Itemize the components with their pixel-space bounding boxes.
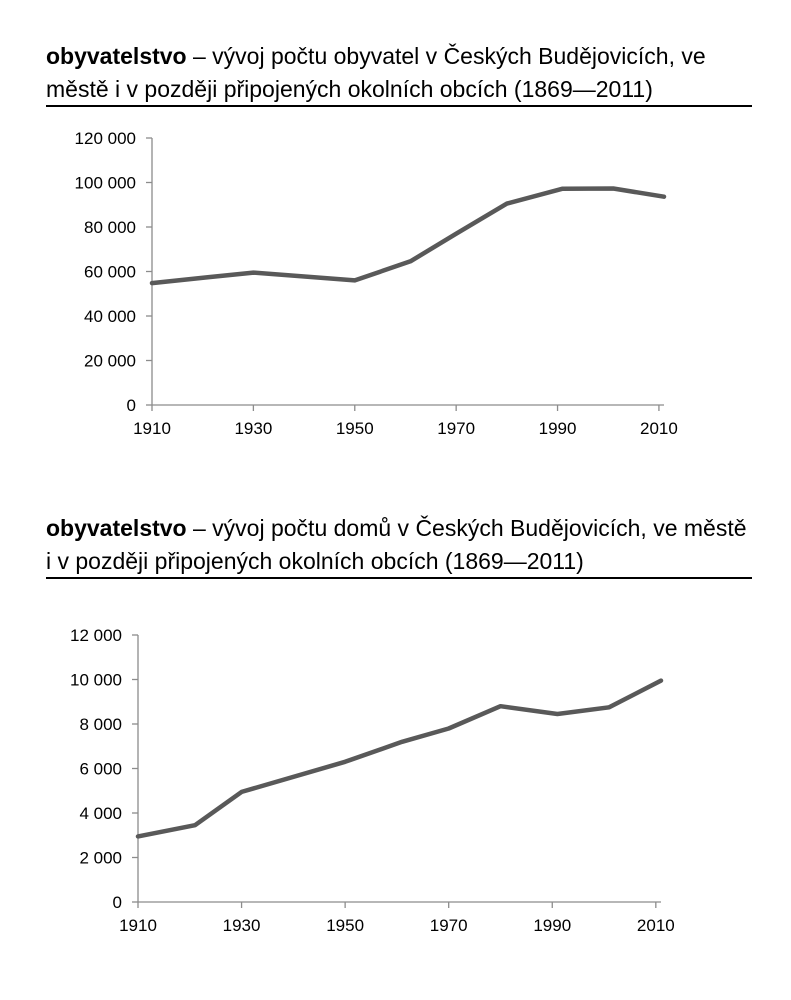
x-tick-label: 1950 [335, 419, 374, 438]
x-tick-label: 1970 [437, 419, 476, 438]
x-tick-label: 2010 [640, 419, 678, 438]
y-tick-label: 6 000 [79, 759, 122, 779]
y-tick-label: 40 000 [84, 307, 136, 326]
x-tick-label: 2010 [636, 916, 675, 935]
x-tick-label: 1990 [538, 419, 577, 438]
series-line-domy [138, 681, 661, 837]
x-tick-label: 1910 [133, 419, 171, 438]
x-tick-label: 1910 [119, 916, 157, 935]
y-tick-label: 20 000 [84, 351, 136, 371]
chart-1-title-rest: – vývoj počtu obyvatel v Českých Budějovicích, ve městě i v později připojených okolních obcích (1869—2011) [46, 43, 706, 102]
chart-2-title-rest: – vývoj počtu domů v Českých Budějovicích, ve městě i v později připojených okolních obcích (1869—2011) [46, 515, 747, 574]
x-tick-label: 1930 [234, 419, 273, 438]
x-tick-label: 1990 [533, 916, 572, 935]
y-tick-label: 80 000 [84, 218, 136, 237]
y-tick-label: 0 [126, 396, 136, 415]
y-tick-label: 120 000 [74, 129, 136, 148]
x-tick-label: 1950 [326, 916, 365, 935]
x-tick-label: 1970 [429, 916, 468, 935]
y-tick-label: 0 [112, 893, 122, 912]
y-tick-label: 100 000 [74, 173, 136, 193]
y-tick-label: 12 000 [70, 626, 122, 645]
y-tick-label: 4 000 [79, 804, 122, 823]
chart-1-title-bold: obyvatelstvo [46, 43, 187, 69]
y-tick-label: 8 000 [79, 715, 122, 734]
chart-2-title-bold: obyvatelstvo [46, 515, 187, 541]
y-tick-label: 60 000 [84, 262, 136, 282]
y-tick-label: 2 000 [79, 848, 122, 868]
y-tick-label: 10 000 [70, 670, 122, 690]
x-tick-label: 1930 [222, 916, 261, 935]
